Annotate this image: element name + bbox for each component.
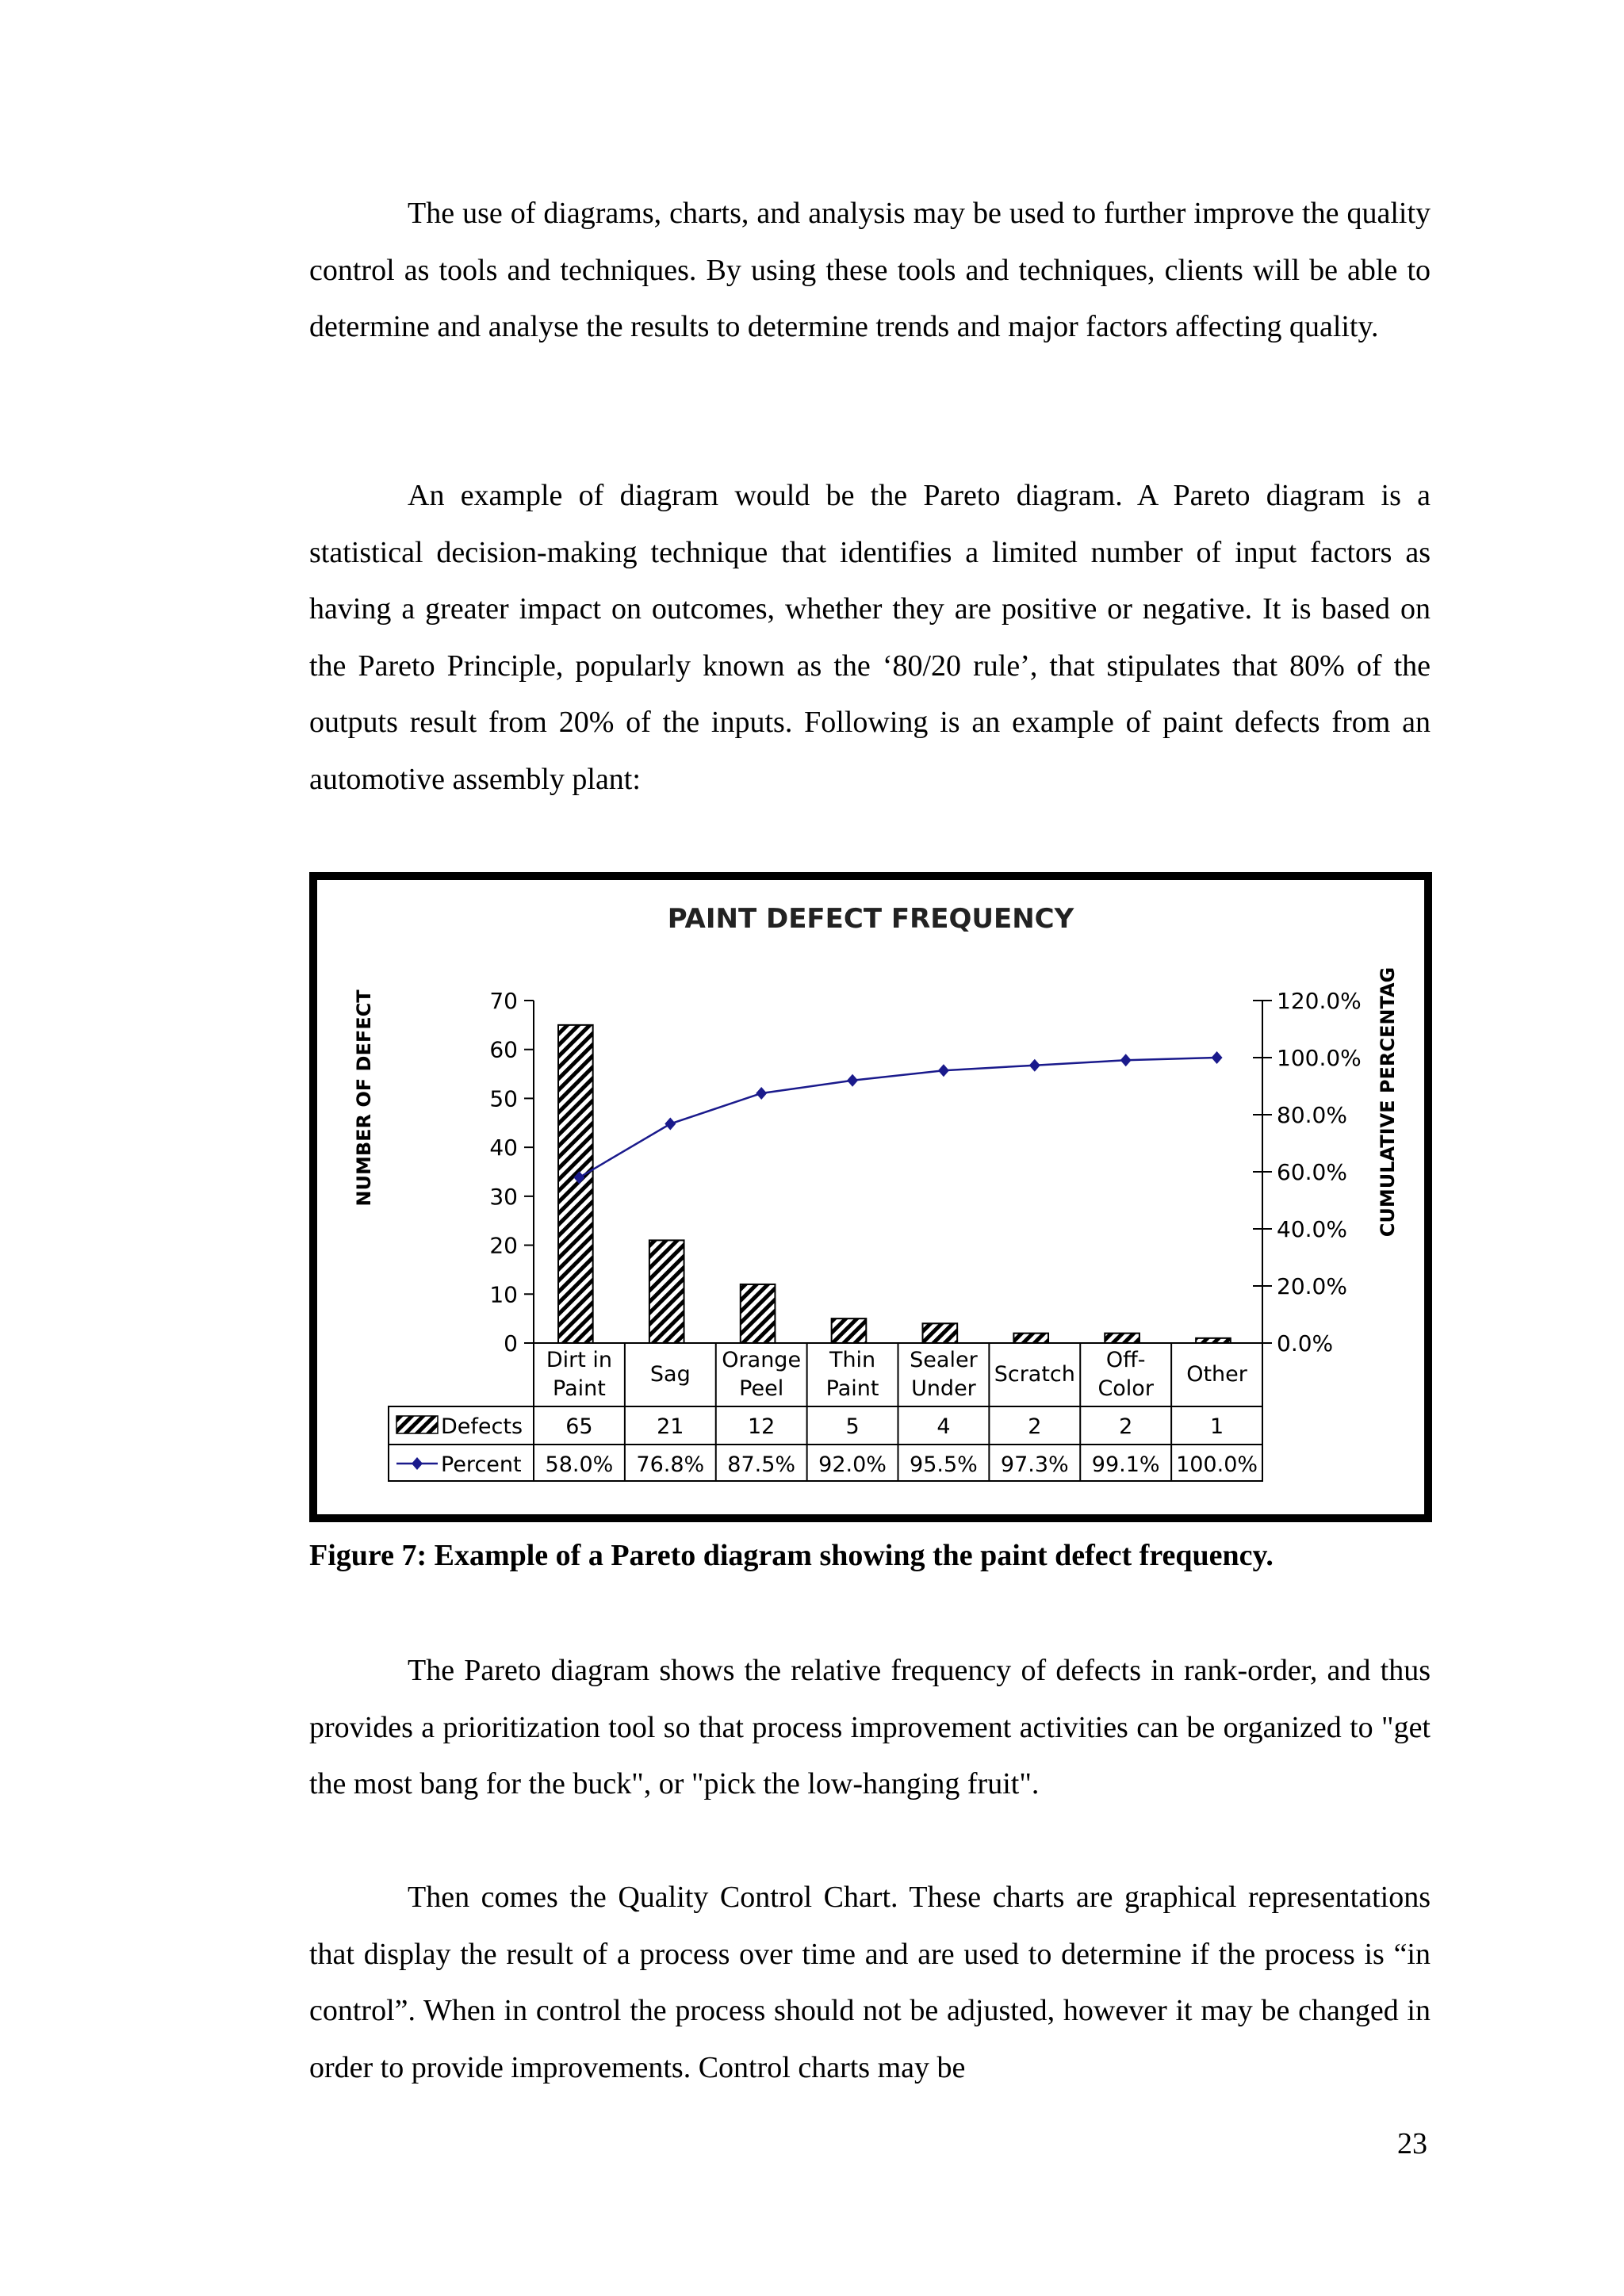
table-defects-value: 2 [1119, 1414, 1133, 1439]
table-percent-value: 97.3% [1000, 1452, 1069, 1477]
pareto-chart [317, 880, 1424, 1514]
bar [1013, 1334, 1048, 1343]
y-tick-label: 60 [489, 1036, 518, 1063]
table-percent-value: 95.5% [910, 1452, 978, 1477]
y2-tick-label: 80.0% [1277, 1102, 1347, 1128]
y-tick-label: 70 [489, 988, 518, 1014]
page-number: 23 [1397, 2127, 1427, 2160]
paragraph-1: The use of diagrams, charts, and analysis may be used to further improve the quality control as tools and techniques. By using these tools and techniques, clients will be able to determine and analyse the results to determine trends and major factors affecting quality. [309, 197, 1431, 343]
table-defects-value: 21 [657, 1414, 684, 1439]
category-label: Sag [649, 1362, 691, 1387]
percent-point [1120, 1054, 1132, 1066]
percent-point [1029, 1059, 1040, 1072]
percent-point [938, 1064, 949, 1077]
table-percent-value: 76.8% [636, 1452, 705, 1477]
y2-tick-label: 20.0% [1277, 1273, 1347, 1299]
y-tick-label: 10 [489, 1281, 518, 1308]
legend-percent-marker [412, 1457, 423, 1470]
table-percent-value: 100.0% [1176, 1452, 1258, 1477]
y-tick-label: 0 [504, 1330, 518, 1357]
table-percent-value: 99.1% [1091, 1452, 1160, 1477]
y-tick-label: 30 [489, 1183, 518, 1210]
table-percent-value: 87.5% [727, 1452, 796, 1477]
bar [923, 1323, 958, 1343]
category-label: Under [911, 1376, 976, 1401]
category-label: Color [1097, 1376, 1154, 1401]
table-defects-value: 65 [565, 1414, 593, 1439]
table-percent-value: 58.0% [545, 1452, 614, 1477]
table-defects-value: 12 [748, 1414, 776, 1439]
percent-point [756, 1087, 767, 1100]
category-label: Dirt in [546, 1348, 613, 1372]
y2-axis-label: CUMULATIVE PERCENTAG [1377, 966, 1399, 1238]
category-label: Peel [739, 1376, 784, 1401]
category-label: Other [1186, 1362, 1247, 1387]
pareto-chart-frame [309, 872, 1432, 1522]
table-defects-value: 2 [1028, 1414, 1042, 1439]
bar [1105, 1334, 1139, 1343]
legend-percent-label: Percent [441, 1452, 522, 1477]
y2-tick-label: 60.0% [1277, 1159, 1347, 1185]
percent-point [1212, 1051, 1223, 1064]
category-label: Off- [1105, 1348, 1146, 1372]
figure-caption: Figure 7: Example of a Pareto diagram showing the paint defect frequency. [309, 1539, 1274, 1572]
percent-line [579, 1058, 1216, 1177]
y2-tick-label: 100.0% [1277, 1045, 1362, 1071]
bar [558, 1025, 593, 1343]
y2-tick-label: 120.0% [1277, 988, 1362, 1014]
y-axis-label: NUMBER OF DEFECT [353, 989, 375, 1207]
category-label: Paint [825, 1376, 879, 1401]
category-label: Scratch [994, 1362, 1075, 1387]
category-label: Orange [722, 1348, 802, 1372]
category-label: Sealer [910, 1348, 978, 1372]
chart-title: PAINT DEFECT FREQUENCY [667, 903, 1074, 935]
legend-defects-label: Defects [441, 1414, 523, 1439]
table-defects-value: 5 [845, 1414, 860, 1439]
y-tick-label: 20 [489, 1232, 518, 1259]
bar [649, 1240, 684, 1343]
table-defects-value: 4 [936, 1414, 951, 1439]
table-percent-value: 92.0% [818, 1452, 887, 1477]
table-defects-value: 1 [1209, 1414, 1224, 1439]
paragraph-2: An example of diagram would be the Pareto diagram. A Pareto diagram is a statistical decision-making technique that identifies a limited number of input factors as having a greater impact on outcomes, whether they are positive or negative. It is based on the Pareto Principle, popularly known as the ‘80/20 rule’, that stipulates that 80% of the outputs result from 20% of the inputs. Following is an example of paint defects from an automotive assembly plant: [309, 479, 1431, 796]
paragraph-4: Then comes the Quality Control Chart. These charts are graphical representations that display the result of a process over time and are used to determine if the process is “in control”. When in control the process should not be adjusted, however it may be changed in order to provide improvements. Control charts may be [309, 1881, 1431, 2084]
percent-point [665, 1118, 676, 1131]
y2-tick-label: 40.0% [1277, 1216, 1347, 1242]
category-label: Thin [829, 1348, 876, 1372]
y-tick-label: 40 [489, 1135, 518, 1161]
paragraph-3: The Pareto diagram shows the relative frequency of defects in rank-order, and thus provides a prioritization tool so that process improvement activities can be organized to "get the most bang for the buck", or "pick the low-hanging fruit". [309, 1654, 1431, 1800]
y-tick-label: 50 [489, 1085, 518, 1112]
legend-defects-swatch [396, 1416, 438, 1433]
bar [832, 1318, 867, 1343]
category-label: Paint [553, 1376, 606, 1401]
percent-point [847, 1074, 858, 1087]
bar [741, 1284, 776, 1343]
y2-tick-label: 0.0% [1277, 1330, 1334, 1357]
